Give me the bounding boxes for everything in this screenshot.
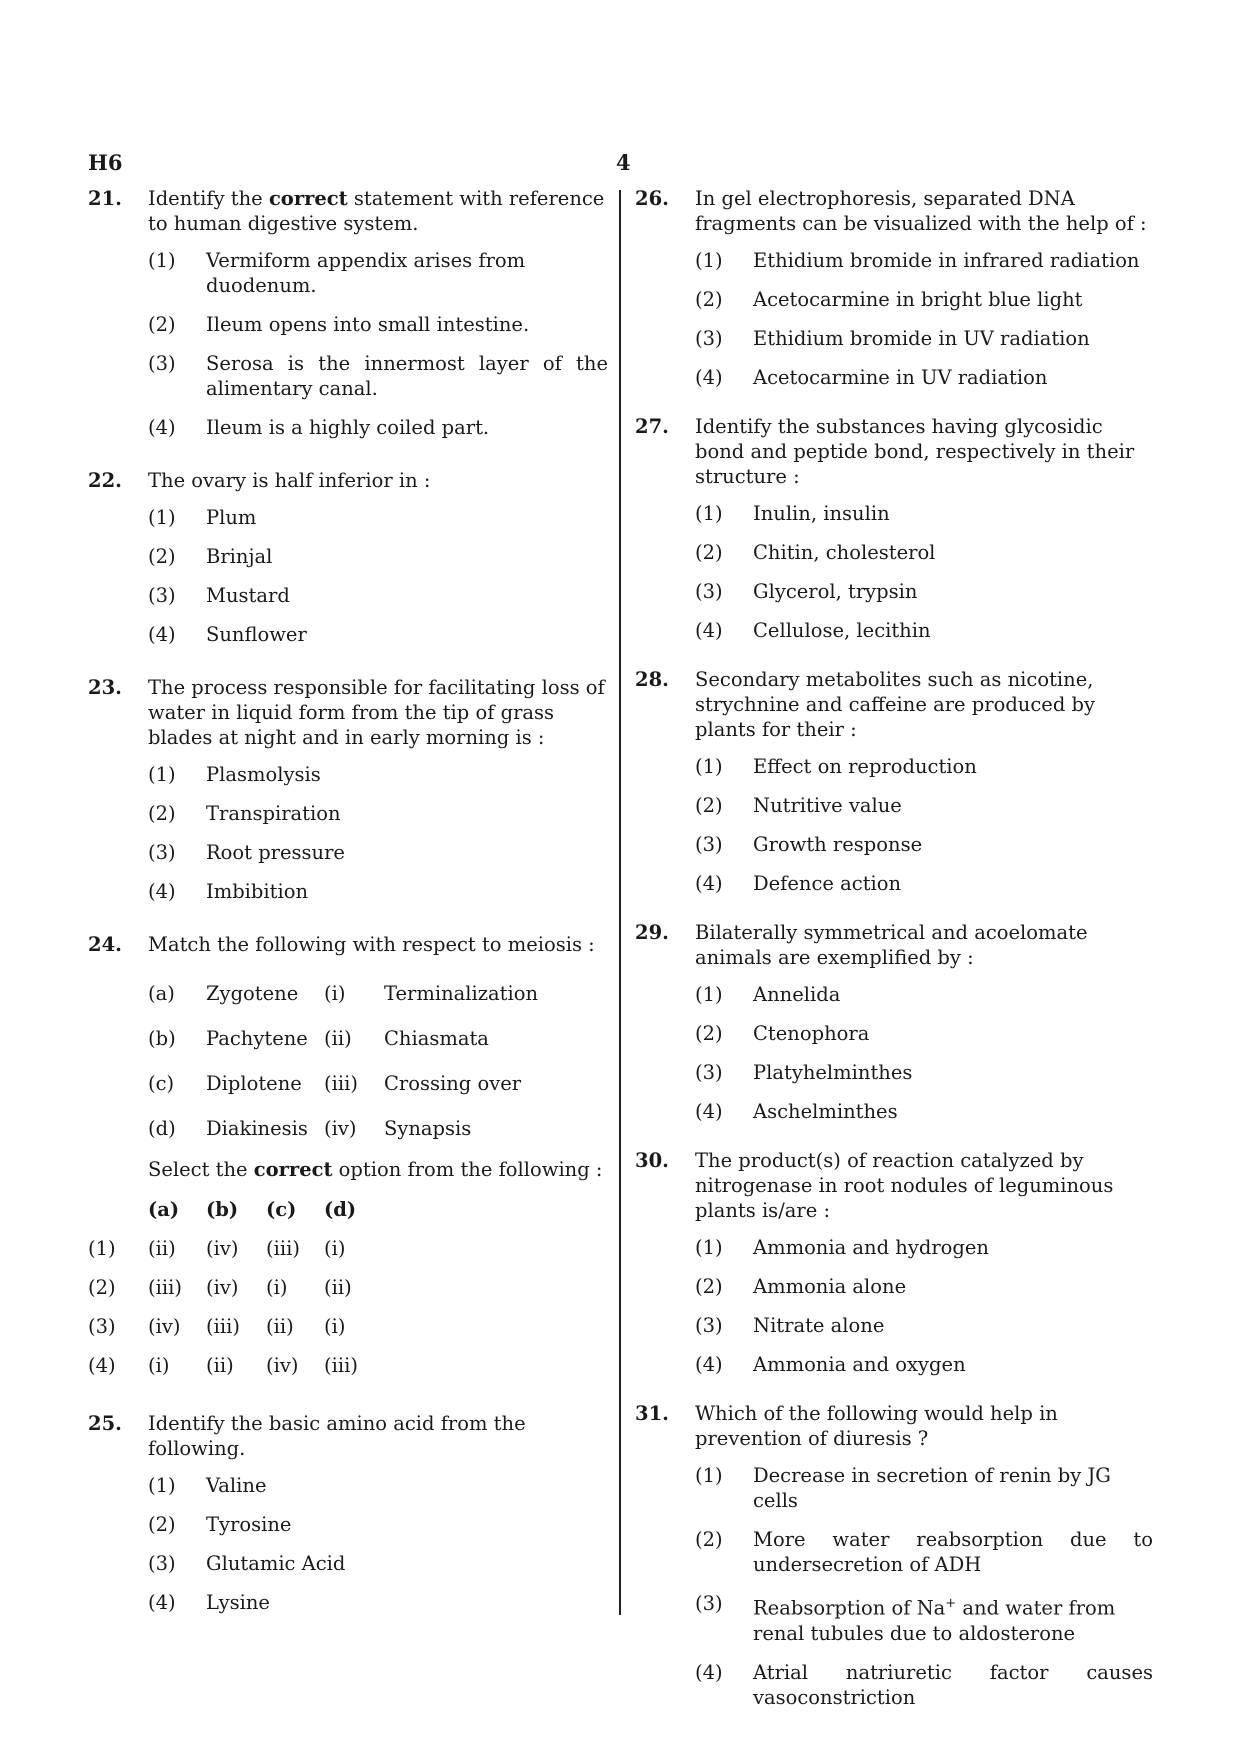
question-stem: The ovary is half inferior in : <box>148 469 431 492</box>
select-instruction: Select the correct option from the following : <box>148 1158 603 1181</box>
option: (2) Ileum opens into small intestine. <box>148 313 530 336</box>
page-header <box>88 150 1152 180</box>
question-stem: Which of the following would help in prevention of diuresis ? <box>695 1402 1058 1450</box>
question-26 <box>635 186 1153 390</box>
question-number: 26. <box>635 187 669 210</box>
question-stem: In gel electrophoresis, separated DNA fragments can be visualized with the help of : <box>695 187 1147 235</box>
option: (2) More water reabsorption due to undersecretion of ADH <box>695 1528 1153 1576</box>
question-number: 29. <box>635 921 669 944</box>
option: (3) Glycerol, trypsin <box>695 580 918 603</box>
question-25 <box>88 1411 608 1615</box>
question-31 <box>635 1401 1153 1710</box>
option: (2) Ctenophora <box>695 1022 870 1045</box>
option: (4) Ileum is a highly coiled part. <box>148 416 490 439</box>
question-22 <box>88 468 608 647</box>
answer-row: (1) (ii) (iv) (iii) (i) <box>88 1237 346 1260</box>
question-24 <box>88 932 608 1385</box>
question-number: 21. <box>88 187 122 210</box>
option: (3) Platyhelminthes <box>695 1061 913 1084</box>
option: (4) Imbibition <box>148 880 309 903</box>
page-number: 4 <box>616 150 631 175</box>
option: (2) Nutritive value <box>695 794 902 817</box>
option: (3) Root pressure <box>148 841 345 864</box>
question-number: 24. <box>88 933 122 956</box>
left-column <box>88 186 608 1629</box>
question-27 <box>635 414 1153 643</box>
option: (4) Cellulose, lecithin <box>695 619 931 642</box>
column-divider <box>619 190 621 1615</box>
option: (3) Ethidium bromide in UV radiation <box>695 327 1090 350</box>
option: (1) Valine <box>148 1474 267 1497</box>
question-stem: Identify the correct statement with reference to human digestive system. <box>148 187 605 235</box>
option: (4) Sunflower <box>148 623 307 646</box>
option: (4) Ammonia and oxygen <box>695 1353 966 1376</box>
question-stem: Identify the substances having glycosidic bond and peptide bond, respectively in their structure : <box>695 415 1135 488</box>
option: (3) Serosa is the innermost layer of the alimentary canal. <box>148 352 608 400</box>
option: (2) Ammonia alone <box>695 1275 907 1298</box>
option: (1) Vermiform appendix arises from duodenum. <box>148 249 526 297</box>
question-number: 22. <box>88 469 122 492</box>
question-number: 27. <box>635 415 669 438</box>
right-column <box>635 186 1153 1724</box>
option: (3) Mustard <box>148 584 290 607</box>
option: (2) Brinjal <box>148 545 273 568</box>
question-stem: Bilaterally symmetrical and acoelomate animals are exemplified by : <box>695 921 1088 969</box>
answer-table <box>88 1190 384 1385</box>
question-number: 30. <box>635 1149 669 1172</box>
option: (1) Plasmolysis <box>148 763 321 786</box>
answer-row: (3) (iv) (iii) (ii) (i) <box>88 1315 346 1338</box>
match-row: (c) Diplotene (iii) Crossing over <box>148 1072 522 1095</box>
option: (1) Inulin, insulin <box>695 502 890 525</box>
option: (1) Ethidium bromide in infrared radiation <box>695 249 1140 272</box>
question-stem: Identify the basic amino acid from the following. <box>148 1412 526 1460</box>
question-stem: Match the following with respect to meiosis : <box>148 933 595 956</box>
option: (2) Acetocarmine in bright blue light <box>695 288 1083 311</box>
option: (1) Ammonia and hydrogen <box>695 1236 989 1259</box>
question-number: 25. <box>88 1412 122 1435</box>
option: (3) Growth response <box>695 833 923 856</box>
option: (1) Decrease in secretion of renin by JG cells <box>695 1464 1111 1512</box>
option: (1) Annelida <box>695 983 841 1006</box>
question-stem: Secondary metabolites such as nicotine, strychnine and caffeine are produced by plants for their : <box>695 668 1096 741</box>
question-23 <box>88 675 608 904</box>
question-stem: The process responsible for facilitating loss of water in liquid form from the tip of grass blades at night and in early morning is : <box>148 676 605 749</box>
option: (4) Lysine <box>148 1591 270 1614</box>
answer-row: (4) (i) (ii) (iv) (iii) <box>88 1354 358 1377</box>
option: (4) Aschelminthes <box>695 1100 898 1123</box>
question-stem: The product(s) of reaction catalyzed by nitrogenase in root nodules of leguminous plants is/are : <box>695 1149 1114 1222</box>
option: (3) Glutamic Acid <box>148 1552 346 1575</box>
option: (1) Effect on reproduction <box>695 755 977 778</box>
match-row: (d) Diakinesis (iv) Synapsis <box>148 1117 472 1140</box>
answer-row: (2) (iii) (iv) (i) (ii) <box>88 1276 352 1299</box>
option: (3) Nitrate alone <box>695 1314 885 1337</box>
question-number: 28. <box>635 668 669 691</box>
question-number: 31. <box>635 1402 669 1425</box>
question-28 <box>635 667 1153 896</box>
booklet-code: H6 <box>88 150 123 175</box>
question-30 <box>635 1148 1153 1377</box>
option: (1) Plum <box>148 506 257 529</box>
question-29 <box>635 920 1153 1124</box>
question-21 <box>88 186 608 440</box>
option: (2) Transpiration <box>148 802 341 825</box>
option: (3) Reabsorption of Na+ and water from renal tubules due to aldosterone <box>695 1592 1116 1645</box>
match-table <box>148 971 538 1151</box>
option: (4) Acetocarmine in UV radiation <box>695 366 1048 389</box>
option: (2) Tyrosine <box>148 1513 292 1536</box>
match-row: (a) Zygotene (i) Terminalization <box>148 982 539 1005</box>
option: (4) Defence action <box>695 872 902 895</box>
option: (2) Chitin, cholesterol <box>695 541 936 564</box>
match-row: (b) Pachytene (ii) Chiasmata <box>148 1027 489 1050</box>
question-number: 23. <box>88 676 122 699</box>
answer-header-row: (a) (b) (c) (d) <box>148 1198 357 1221</box>
option: (4) Atrial natriuretic factor causes vasoconstriction <box>695 1660 1153 1709</box>
